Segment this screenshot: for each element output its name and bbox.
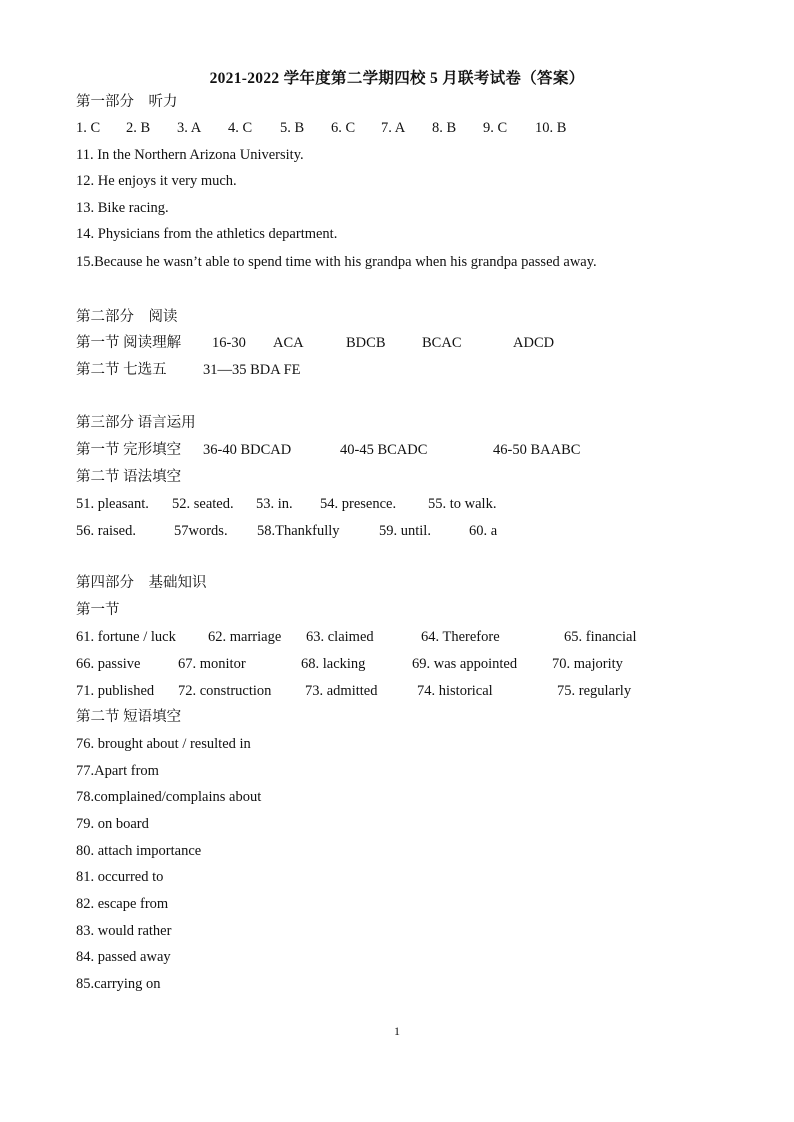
- phrase-answer: 77.Apart from: [76, 763, 159, 779]
- part3-header: 第三部分 语言运用: [76, 415, 196, 431]
- page-number: 1: [394, 1024, 400, 1038]
- mc-answer: 7. A: [381, 120, 406, 136]
- part1-header: 第一部分 听力: [76, 94, 178, 110]
- section-label: 第二节 七选五: [76, 362, 167, 378]
- cloze-answer: 36-40 BDCAD: [203, 442, 292, 458]
- vocab-answer: 74. historical: [417, 683, 493, 699]
- part4-sec2-label: 第二节 短语填空: [76, 709, 182, 725]
- grammar-answer: 57words.: [174, 523, 228, 539]
- vocab-answer: 68. lacking: [301, 656, 366, 672]
- phrase-answer: 78.complained/complains about: [76, 789, 262, 805]
- seven-five-answer: 31—35 BDA FE: [203, 362, 301, 378]
- vocab-answer: 61. fortune / luck: [76, 629, 176, 645]
- vocab-row: [76, 627, 734, 647]
- phrase-answer: 81. occurred to: [76, 869, 164, 885]
- section-label: 第一节 阅读理解: [76, 335, 182, 351]
- phrase-answer: 85.carrying on: [76, 976, 161, 992]
- grammar-answer: 53. in.: [256, 496, 293, 512]
- part1-mc-row: [76, 118, 734, 138]
- grammar-answer: 51. pleasant.: [76, 496, 149, 512]
- phrase-answer: 83. would rather: [76, 923, 172, 939]
- short-answer: 12. He enjoys it very much.: [76, 173, 237, 189]
- short-answer: 11. In the Northern Arizona University.: [76, 147, 304, 163]
- mc-answer: 5. B: [280, 120, 305, 136]
- short-answer: 13. Bike racing.: [76, 200, 169, 216]
- grammar-row: [76, 494, 734, 514]
- part2-header: 第二部分 阅读: [76, 309, 178, 325]
- part3-sec1-row: [76, 440, 734, 460]
- cloze-answer: 40-45 BCADC: [340, 442, 428, 458]
- vocab-answer: 73. admitted: [305, 683, 378, 699]
- part4-sec1-label: 第一节: [76, 602, 120, 618]
- short-answer: 15.Because he wasn’t able to spend time with his grandpa when his grandpa passed away.: [76, 254, 597, 270]
- page-title: 2021-2022 学年度第二学期四校 5 月联考试卷（答案）: [209, 70, 585, 87]
- question-range: 16-30: [212, 335, 246, 351]
- vocab-answer: 67. monitor: [178, 656, 246, 672]
- mc-answer: 2. B: [126, 120, 151, 136]
- part2-sec1-row: [76, 333, 734, 353]
- phrase-answer: 82. escape from: [76, 896, 169, 912]
- phrase-answer: 76. brought about / resulted in: [76, 736, 251, 752]
- mc-answer: 1. C: [76, 120, 101, 136]
- phrase-answer: 80. attach importance: [76, 843, 202, 859]
- grammar-answer: 55. to walk.: [428, 496, 497, 512]
- mc-answer: 8. B: [432, 120, 457, 136]
- reading-answer: ACA: [273, 335, 304, 351]
- grammar-answer: 60. a: [469, 523, 498, 539]
- short-answer: 14. Physicians from the athletics department.: [76, 226, 338, 242]
- vocab-answer: 72. construction: [178, 683, 272, 699]
- vocab-answer: 66. passive: [76, 656, 141, 672]
- cloze-answer: 46-50 BAABC: [493, 442, 581, 458]
- vocab-answer: 69. was appointed: [412, 656, 518, 672]
- vocab-answer: 75. regularly: [557, 683, 632, 699]
- part3-sec2-label: 第二节 语法填空: [76, 469, 182, 485]
- vocab-answer: 65. financial: [564, 629, 637, 645]
- mc-answer: 3. A: [177, 120, 202, 136]
- phrase-answer: 84. passed away: [76, 949, 171, 965]
- vocab-row: [76, 681, 734, 701]
- mc-answer: 4. C: [228, 120, 253, 136]
- vocab-answer: 70. majority: [552, 656, 623, 672]
- section-label: 第一节 完形填空: [76, 442, 182, 458]
- mc-answer: 10. B: [535, 120, 567, 136]
- part4-header: 第四部分 基础知识: [76, 575, 207, 591]
- mc-answer: 6. C: [331, 120, 356, 136]
- grammar-answer: 56. raised.: [76, 523, 136, 539]
- reading-answer: BCAC: [422, 335, 462, 351]
- vocab-row: [76, 654, 734, 674]
- vocab-answer: 62. marriage: [208, 629, 282, 645]
- vocab-answer: 63. claimed: [306, 629, 374, 645]
- mc-answer: 9. C: [483, 120, 508, 136]
- grammar-answer: 52. seated.: [172, 496, 234, 512]
- vocab-answer: 64. Therefore: [421, 629, 500, 645]
- grammar-row: [76, 521, 734, 541]
- vocab-answer: 71. published: [76, 683, 155, 699]
- part2-sec2-row: [76, 360, 734, 380]
- grammar-answer: 54. presence.: [320, 496, 397, 512]
- reading-answer: BDCB: [346, 335, 386, 351]
- grammar-answer: 59. until.: [379, 523, 431, 539]
- grammar-answer: 58.Thankfully: [257, 523, 340, 539]
- phrase-answer: 79. on board: [76, 816, 149, 832]
- reading-answer: ADCD: [513, 335, 555, 351]
